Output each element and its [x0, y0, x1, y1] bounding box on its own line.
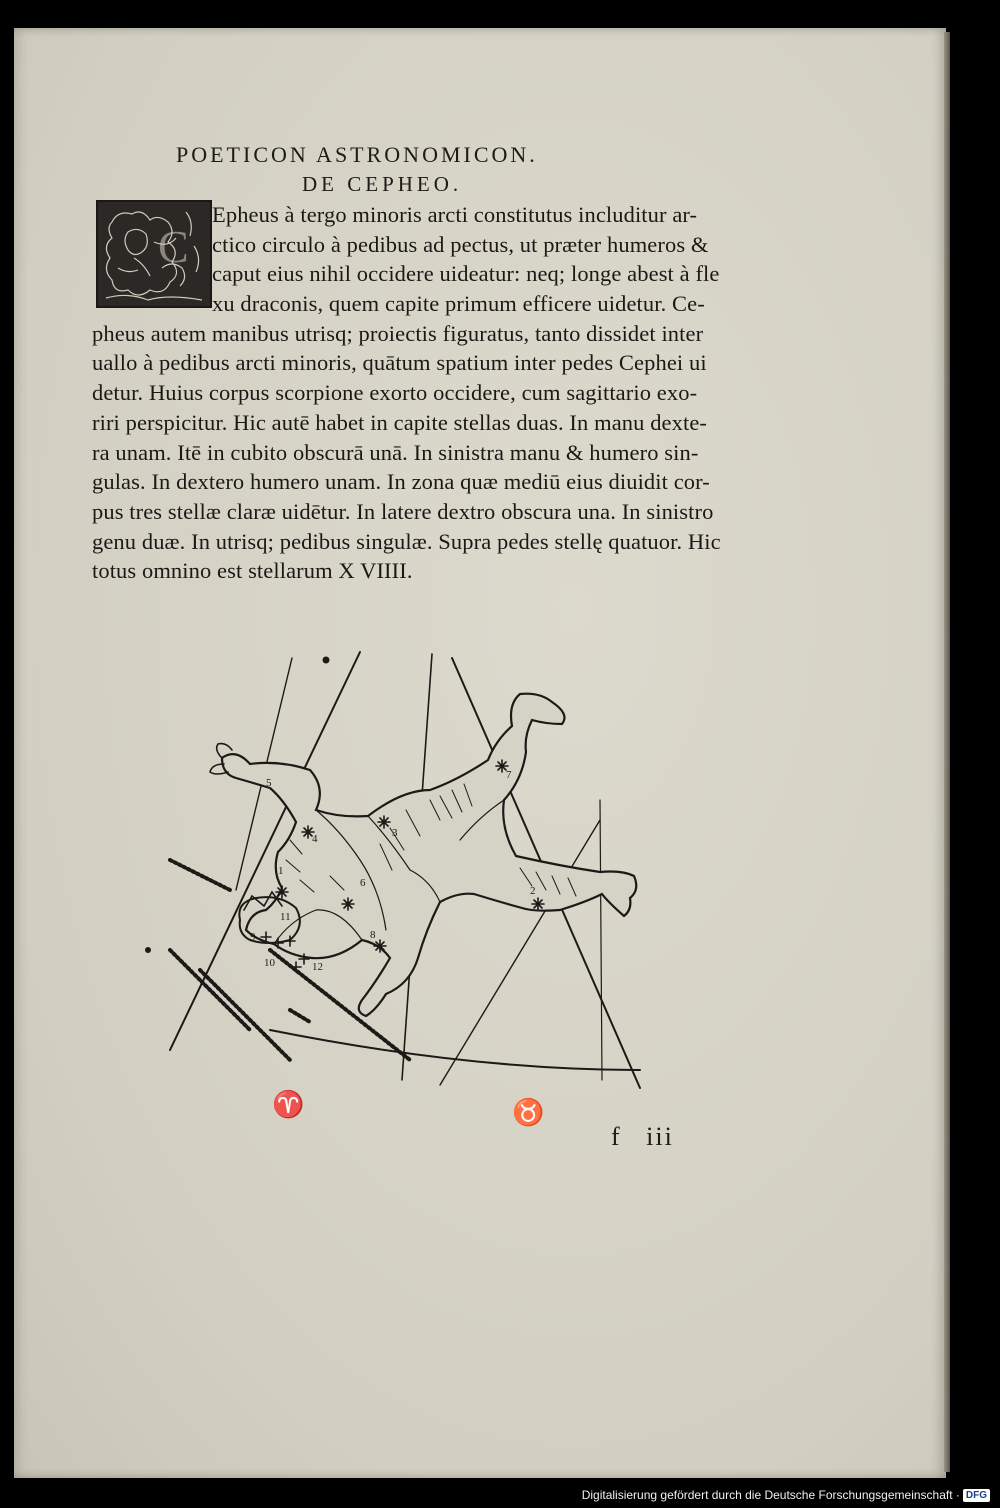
star-label: 10	[264, 957, 275, 969]
printer-signature	[611, 1122, 690, 1152]
signature-number: iii	[646, 1122, 674, 1151]
text-line: xu draconis, quem capite primum efficere uidetur. Ce-	[212, 291, 705, 317]
text-line: pus tres stellæ claræ uidētur. In latere dextro obscura una. In sinistro	[92, 498, 714, 524]
star-label: 7	[506, 769, 512, 781]
text-line: gulas. In dextero humero unam. In zona quæ mediū eius diuidit cor-	[92, 469, 710, 495]
star-label: 6	[360, 877, 366, 889]
text-line: ra unam. Itē in cubito obscurā unā. In sinistra manu & humero sin-	[92, 439, 699, 465]
text-line: caput eius nihil occidere uideatur: neq; longe abest à fle	[212, 261, 720, 287]
star-label: 2	[530, 885, 536, 897]
text-line: genu duæ. In utrisq; pedibus singulæ. Supra pedes stellę quatuor. Hic	[92, 528, 721, 554]
text-line: Epheus à tergo minoris arcti constitutus includitur ar-	[212, 202, 698, 227]
text-line: detur. Huius corpus scorpione exorto occidere, cum sagittario exo-	[92, 380, 698, 406]
credit-text: Digitalisierung gefördert durch die Deutsche Forschungsgemeinschaft ·	[581, 1488, 960, 1502]
star-label: 8	[370, 929, 376, 941]
initial-letter: C	[158, 221, 189, 272]
text-line: pheus autem manibus utrisq; proiectis figuratus, tanto dissidet inter	[92, 320, 704, 346]
star-label: 1	[278, 865, 284, 877]
star-label: 11	[280, 911, 291, 923]
star-label: 12	[312, 961, 323, 973]
star-label: 5	[266, 777, 272, 789]
aries-sign: ♈	[272, 1090, 305, 1119]
star-label: 9	[250, 931, 256, 943]
text-line: totus omnino est stellarum X VIIII.	[92, 558, 413, 584]
dfg-logo-icon: DFG	[963, 1489, 990, 1502]
running-head: POETICON ASTRONOMICON.	[176, 142, 538, 167]
page-edge	[944, 32, 950, 1472]
cepheus-woodcut	[140, 640, 670, 1100]
text-line: uallo à pedibus arcti minoris, quātum spatium inter pedes Cephei ui	[92, 350, 707, 376]
chapter-title: DE CEPHEO.	[302, 172, 463, 196]
taurus-sign: ♉	[512, 1098, 545, 1127]
signature-mark: f	[611, 1122, 622, 1151]
digitization-credit	[582, 1486, 990, 1504]
text-line: riri perspicitur. Hic autē habet in capite stellas duas. In manu dexte-	[92, 409, 708, 435]
star-label: 3	[392, 827, 398, 839]
cepheus-constellation-figure-icon	[140, 640, 670, 1100]
text-line: ctico circulo à pedibus ad pectus, ut præter humeros &	[212, 231, 709, 257]
star-label: 4	[312, 833, 318, 845]
body-paragraph	[92, 200, 724, 586]
